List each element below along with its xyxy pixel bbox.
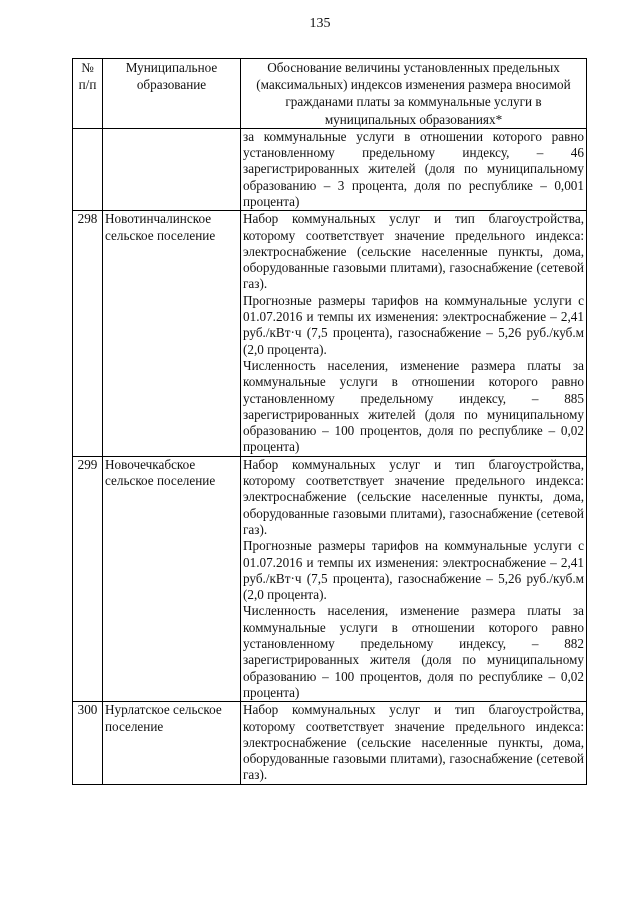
municipality-name: Нурлатское сельское поселение <box>103 702 241 784</box>
tariffs-paragraph: Прогнозные размеры тарифов на коммунальные услуги с 01.07.2016 и темпы их изменения: электроснабжение – 2,41 руб./кВт·ч (7,5 процента), газоснабжение – 5,26 руб./куб.м (2,0 процента). <box>243 538 584 603</box>
header-number: № п/п <box>73 59 103 129</box>
indices-table <box>72 58 587 785</box>
municipality-name: Новочечкабское сельское поселение <box>103 456 241 701</box>
row-number: 299 <box>73 456 103 701</box>
municipality-name: Новотинчалинское сельское поселение <box>103 211 241 456</box>
header-municipality: Муниципальное образование <box>103 59 241 129</box>
justification-cell <box>241 702 587 784</box>
page-number: 135 <box>309 16 331 31</box>
cell-municipality-empty <box>103 128 241 210</box>
table-row <box>73 702 587 784</box>
justification-cell <box>241 211 587 456</box>
population-paragraph: Численность населения, изменение размера платы за коммунальные услуги в отношении которого равно установленному предельному индексу, – 885 зарегистрированных жителей (доля по муниципальному образованию – 100 процентов, доля по республике – 0,02 процента) <box>243 357 584 455</box>
cell-number-empty <box>73 128 103 210</box>
services-paragraph: Набор коммунальных услуг и тип благоустройства, которому соответствует значение предельного индекса: электроснабжение (сельские населенные пункты, дома, оборудованные газовыми плитами), газоснабжение (сетевой газ). <box>243 211 584 292</box>
tariffs-paragraph: Прогнозные размеры тарифов на коммунальные услуги с 01.07.2016 и темпы их изменения: электроснабжение – 2,41 руб./кВт·ч (7,5 процента), газоснабжение – 5,26 руб./куб.м (2,0 процента). <box>243 292 584 357</box>
continuation-text: за коммунальные услуги в отношении которого равно установленному предельному индексу, – 46 зарегистрированных жителей (доля по муниципальному образованию – 3 процента, доля по республике – 0,001 процента) <box>241 128 587 210</box>
services-paragraph: Набор коммунальных услуг и тип благоустройства, которому соответствует значение предельного индекса: электроснабжение (сельские населенные пункты, дома, оборудованные газовыми плитами), газоснабжение (сетевой газ). <box>243 456 584 537</box>
table-row-continuation <box>73 128 587 210</box>
services-paragraph: Набор коммунальных услуг и тип благоустройства, которому соответствует значение предельного индекса: электроснабжение (сельские населенные пункты, дома, оборудованные газовыми плитами), газоснабжение (сетевой газ). <box>243 702 584 783</box>
justification-cell <box>241 456 587 701</box>
population-paragraph: Численность населения, изменение размера платы за коммунальные услуги в отношении которого равно установленному предельному индексу, – 882 зарегистрированных жителя (доля по муниципальному образованию – 100 процентов, доля по республике – 0,02 процента) <box>243 603 584 700</box>
table-header-row <box>73 59 587 129</box>
header-justification: Обоснование величины установленных предельных (максимальных) индексов изменения размера вносимой гражданами платы за коммунальные услуги в муниципальных образованиях* <box>241 59 587 129</box>
row-number: 298 <box>73 211 103 456</box>
table-row <box>73 456 587 701</box>
row-number: 300 <box>73 702 103 784</box>
table-row <box>73 211 587 456</box>
